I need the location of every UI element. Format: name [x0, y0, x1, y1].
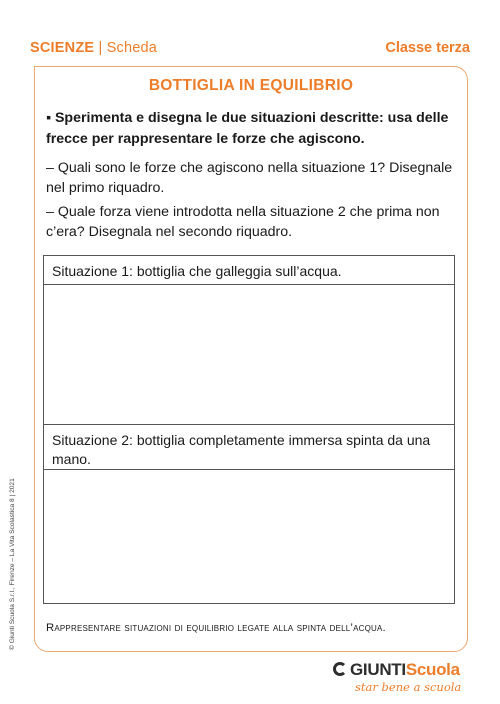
- situation-2-drawing-area[interactable]: [44, 470, 454, 603]
- question-1: – Quali sono le forze che agiscono nella situazione 1? Disegnale nel primo riquadro.: [46, 160, 453, 196]
- sheet-kind: Scheda: [106, 40, 158, 56]
- logo-brand-accent: Scuola: [405, 660, 460, 679]
- publisher-logo: [333, 660, 473, 700]
- logo-brand: GIUNTI: [350, 660, 406, 679]
- situation-1-box: [43, 255, 455, 425]
- situation-2-label: Situazione 2: bottiglia completamente immersa spinta da una mano.: [44, 425, 454, 470]
- situation-2-box: [43, 424, 455, 604]
- grade-label: Classe terza: [385, 40, 470, 56]
- situation-1-label: Situazione 1: bottiglia che galleggia sull’acqua.: [44, 256, 454, 285]
- logo-wordmark: [333, 660, 460, 680]
- copyright-credit: © Giunti Scuola S.r.l., Firenze – La Vita Scolastica 8 | 2021: [9, 478, 16, 650]
- objective-note: Rappresentare situazioni di equilibrio legate alla spinta dell’acqua.: [46, 622, 386, 634]
- subject-name: SCIENZE: [30, 40, 95, 56]
- subject-label: [30, 40, 157, 56]
- logo-tagline: star bene a scuola: [355, 680, 462, 694]
- main-instruction: ▪ Sperimenta e disegna le due situazioni descritte: usa delle frecce per rappresentare le forze che agiscono.: [46, 110, 449, 147]
- worksheet-title: BOTTIGLIA IN EQUILIBRIO: [148, 77, 354, 94]
- giunti-g-icon: [333, 662, 347, 676]
- question-2: – Quale forza viene introdotta nella situazione 2 che prima non c’era? Disegnala nel secondo riquadro.: [46, 204, 440, 240]
- page-header: [30, 40, 470, 62]
- header-separator: |: [98, 40, 103, 56]
- situation-1-drawing-area[interactable]: [44, 285, 454, 424]
